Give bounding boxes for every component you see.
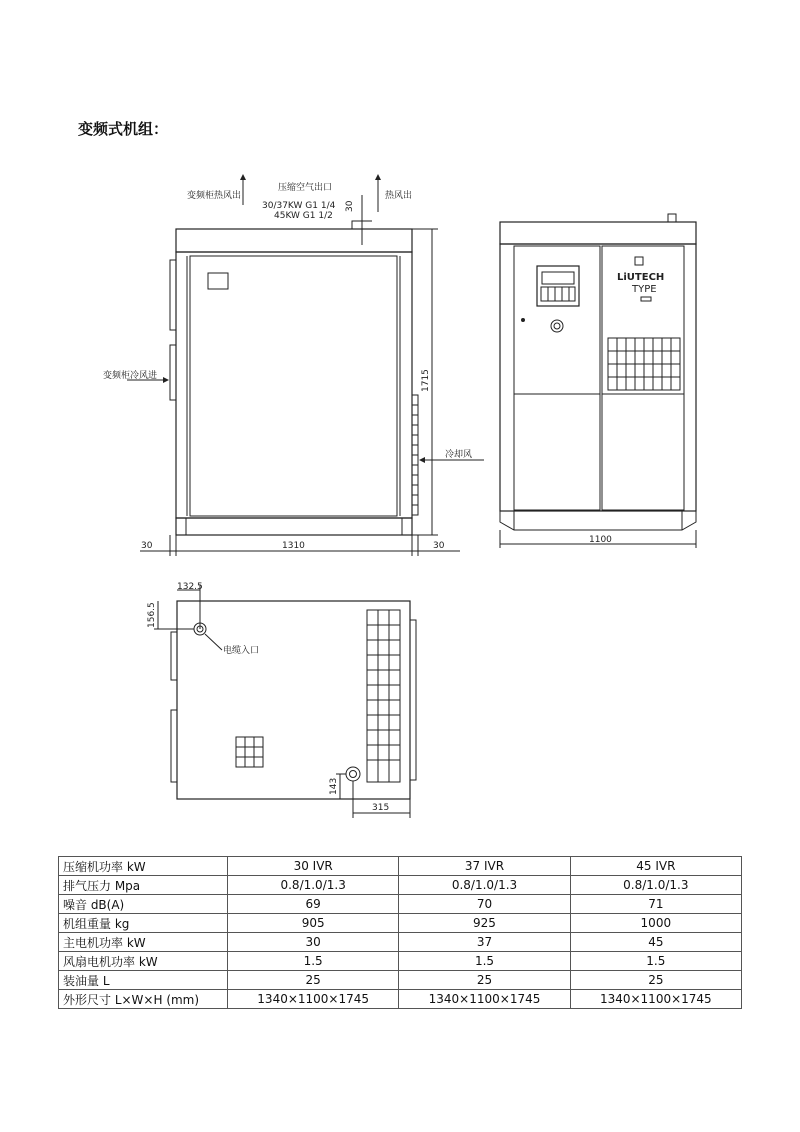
table-row bbox=[59, 971, 742, 990]
cell: 69 bbox=[228, 895, 399, 914]
row-label: 排气压力 Mpa bbox=[59, 876, 228, 895]
row-label: 风扇电机功率 kW bbox=[59, 952, 228, 971]
front-view bbox=[127, 175, 484, 556]
cell: 37 IVR bbox=[399, 857, 570, 876]
spec-table bbox=[58, 856, 742, 1009]
cell: 25 bbox=[570, 971, 741, 990]
dim-cable-y: 156.5 bbox=[147, 602, 157, 628]
dim-outlet-y: 143 bbox=[329, 777, 339, 795]
row-label: 装油量 L bbox=[59, 971, 228, 990]
cell: 25 bbox=[228, 971, 399, 990]
top-view-labels bbox=[147, 582, 389, 813]
dim-depth: 1100 bbox=[589, 535, 612, 545]
table-row bbox=[59, 876, 742, 895]
top-view bbox=[154, 585, 416, 818]
cell: 0.8/1.0/1.3 bbox=[570, 876, 741, 895]
cell: 30 IVR bbox=[228, 857, 399, 876]
label-hot-air-out-cabinet: 变频柜热风出 bbox=[187, 191, 242, 201]
label-hot-air-out: 热风出 bbox=[385, 191, 413, 201]
cell: 37 bbox=[399, 933, 570, 952]
cell: 0.8/1.0/1.3 bbox=[399, 876, 570, 895]
label-cabinet-cold-air-in: 变频柜冷风进 bbox=[103, 371, 158, 381]
row-label: 主电机功率 kW bbox=[59, 933, 228, 952]
row-label: 压缩机功率 kW bbox=[59, 857, 228, 876]
cell: 1340×1100×1745 bbox=[570, 990, 741, 1009]
table-row bbox=[59, 990, 742, 1009]
row-label: 外形尺寸 L×W×H (mm) bbox=[59, 990, 228, 1009]
cell: 1000 bbox=[570, 914, 741, 933]
brand-logo: LiUTECH bbox=[617, 272, 665, 283]
dim-left-margin: 30 bbox=[141, 541, 153, 551]
cell: 1.5 bbox=[228, 952, 399, 971]
label-compressed-air-outlet: 压缩空气出口 bbox=[278, 183, 333, 193]
cell: 905 bbox=[228, 914, 399, 933]
cell: 30 bbox=[228, 933, 399, 952]
dim-width: 1310 bbox=[282, 541, 305, 551]
cell: 25 bbox=[399, 971, 570, 990]
type-label: TYPE bbox=[632, 284, 657, 295]
dim-top-offset: 30 bbox=[345, 200, 355, 212]
section-title: 变频式机组： bbox=[78, 120, 169, 138]
cell: 45 IVR bbox=[570, 857, 741, 876]
label-cooling-air: 冷却风 bbox=[445, 450, 473, 460]
cell: 925 bbox=[399, 914, 570, 933]
row-label: 噪音 dB(A) bbox=[59, 895, 228, 914]
label-outlet-spec-1: 30/37KW G1 1/4 bbox=[262, 201, 336, 211]
row-label: 机组重量 kg bbox=[59, 914, 228, 933]
cell: 0.8/1.0/1.3 bbox=[228, 876, 399, 895]
table-row bbox=[59, 914, 742, 933]
side-view bbox=[500, 214, 696, 548]
cell: 45 bbox=[570, 933, 741, 952]
dim-height: 1715 bbox=[421, 369, 431, 392]
cell: 71 bbox=[570, 895, 741, 914]
table-row bbox=[59, 933, 742, 952]
cell: 1340×1100×1745 bbox=[228, 990, 399, 1009]
label-outlet-spec-2: 45KW G1 1/2 bbox=[274, 211, 333, 221]
table-row bbox=[59, 857, 742, 876]
table-row bbox=[59, 952, 742, 971]
table-row bbox=[59, 895, 742, 914]
dim-outlet-x: 315 bbox=[372, 803, 390, 813]
dim-right-margin: 30 bbox=[433, 541, 445, 551]
cell: 1.5 bbox=[570, 952, 741, 971]
label-cable-inlet: 电缆入口 bbox=[223, 646, 260, 656]
cell: 1.5 bbox=[399, 952, 570, 971]
dim-cable-x: 132.5 bbox=[177, 582, 203, 592]
cell: 70 bbox=[399, 895, 570, 914]
cell: 1340×1100×1745 bbox=[399, 990, 570, 1009]
